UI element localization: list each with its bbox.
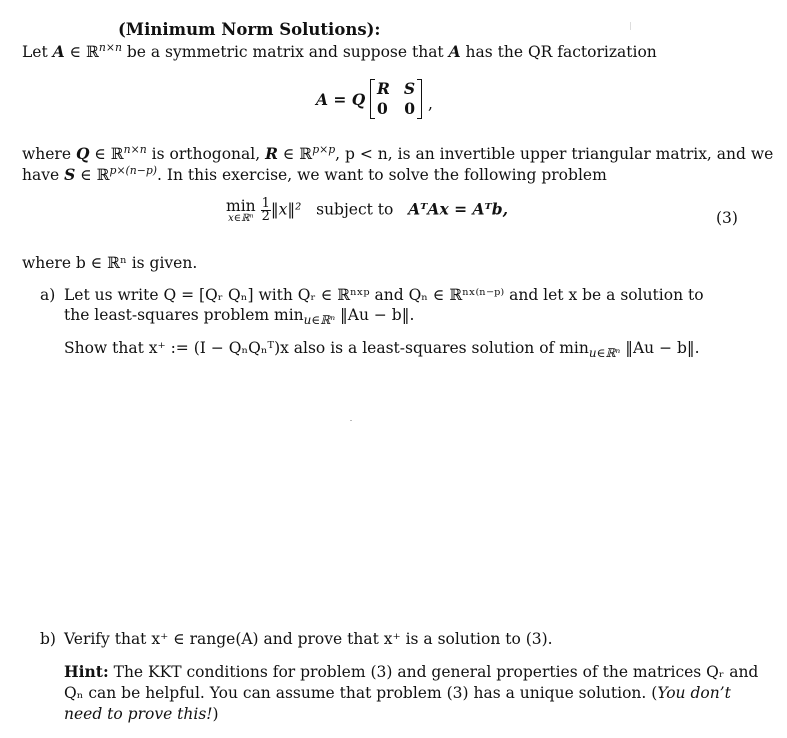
matrix-s: S: [403, 79, 416, 98]
part-b-label: b): [40, 630, 56, 648]
block-matrix: [370, 79, 422, 119]
matrix-r: R: [377, 79, 390, 98]
min-operator: min x∈ℝⁿ: [226, 197, 256, 224]
part-a-label: a): [40, 286, 56, 304]
qr-comma: ,: [428, 95, 433, 113]
matrix-zero-2: 0: [404, 99, 416, 118]
where-line-1: where Q ∈ ℝ$^{n\times n}$ is orthogonal, R ∈ ℝ$^{p\times p}$, p < n, is an invertible upper triangular matrix, and we: [22, 142, 774, 163]
part-b-line-1: Verify that x⁺ ∈ range(A) and prove that x⁺ is a solution to (3).: [64, 630, 553, 648]
part-a-show: Show that x⁺ := (I − QₙQₙᵀ)x also is a least-squares solution of $\min_{u\in ℝ^n}$ ‖Au − b‖.: [64, 339, 700, 361]
half-fraction: $\frac{1}{2}$: [261, 196, 270, 224]
scan-dot: [350, 420, 352, 421]
part-a-line-1: Let us write Q = [Qᵣ Qₙ] with Qᵣ ∈ ℝⁿˣᵖ and Qₙ ∈ ℝⁿˣ⁽ⁿ⁻ᵖ⁾ and let x be a solution to: [64, 286, 704, 304]
equation-number: (3): [716, 209, 738, 227]
given-line: where b ∈ ℝⁿ is given.: [22, 254, 198, 272]
part-a-line-2: the least-squares problem $\min_{u\in ℝ^n}$ ‖Au − b‖.: [64, 306, 415, 328]
problem-3: min x∈ℝⁿ $\frac{1}{2}$ ‖x‖² subject to AᵀAx = Aᵀb,: [226, 196, 509, 224]
intro-line: Let A ∈ ℝ$^{n\times n}$ be a symmetric matrix and suppose that A has the QR factorization: [22, 40, 657, 61]
qr-lhs: A = Q: [316, 90, 366, 109]
where-line-2: have S ∈ ℝ$^{p\times(n-p)}$. In this exercise, we want to solve the following problem: [22, 163, 607, 184]
hint-line-2: Qₙ can be helpful. You can assume that problem (3) has a unique solution. (You don’t: [64, 684, 731, 702]
hint-line-1: Hint: The KKT conditions for problem (3) and general properties of the matrices Qᵣ and: [64, 662, 759, 681]
matrix-zero-1: 0: [377, 99, 388, 118]
hint-line-3: need to prove this!): [64, 705, 219, 723]
heading: (Minimum Norm Solutions):: [118, 20, 381, 39]
scan-mark: [630, 22, 631, 30]
